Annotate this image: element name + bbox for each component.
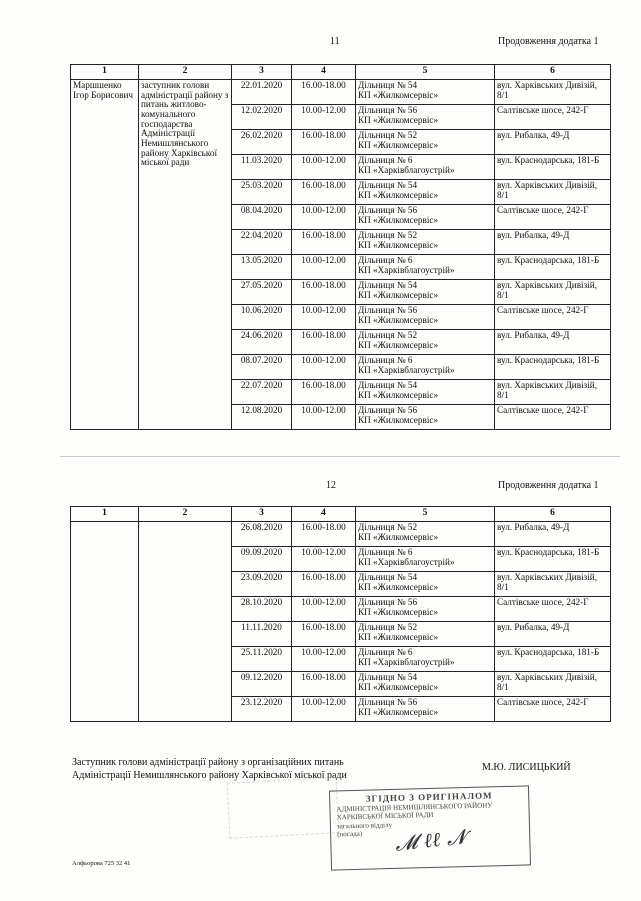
time-cell [292, 304, 356, 329]
date-cell [232, 354, 292, 379]
time-text: 10.00-12.00 [301, 154, 346, 165]
time-cell [292, 671, 356, 696]
district-text: Дільниця № 52 [358, 229, 418, 240]
district-text: Дільниця № 56 [358, 104, 418, 115]
organization-line [358, 366, 492, 376]
organization-text: КП «Харківблагоустрій» [358, 364, 455, 375]
address-cell [495, 521, 611, 546]
district-text: Дільниця № 6 [358, 646, 413, 657]
organization-line [358, 116, 492, 126]
district-text: Дільниця № 54 [358, 379, 418, 390]
stamp-title: ЗГІДНО З ОРИГІНАЛОМ [365, 790, 493, 804]
time-text: 16.00-18.00 [301, 279, 346, 290]
column-header-1: 1 [71, 507, 139, 522]
time-cell [292, 129, 356, 154]
date-cell [232, 521, 292, 546]
organization-text: КП «Жилкомсервіс» [358, 189, 439, 200]
district-text: Дільниця № 6 [358, 354, 413, 365]
date-cell [232, 279, 292, 304]
organization-line [358, 216, 492, 226]
location-block [358, 356, 492, 375]
time-text: 16.00-18.00 [301, 671, 346, 682]
faded-stamp [227, 777, 340, 839]
organization-line [358, 683, 492, 693]
location-block [358, 281, 492, 300]
district-text: Дільниця № 56 [358, 404, 418, 415]
location-block [358, 306, 492, 325]
time-text: 10.00-12.00 [301, 104, 346, 115]
location-cell [356, 229, 495, 254]
organization-line [358, 166, 492, 176]
district-text: Дільниця № 56 [358, 596, 418, 607]
location-cell [356, 404, 495, 429]
location-block [358, 81, 492, 100]
author-contact: Алфьорова 725 32 41 [72, 860, 131, 867]
location-cell [356, 204, 495, 229]
address-cell [495, 204, 611, 229]
date-cell [232, 304, 292, 329]
time-text: 10.00-12.00 [301, 304, 346, 315]
continuation-label: Продовження додатка 1 [498, 36, 599, 47]
date-text: 12.08.2020 [240, 404, 283, 415]
organization-text: КП «Жилкомсервіс» [358, 114, 439, 125]
date-cell [232, 129, 292, 154]
date-cell [232, 596, 292, 621]
organization-text: КП «Харківблагоустрій» [358, 164, 455, 175]
location-cell [356, 571, 495, 596]
position-cell: заступник голови адміністрації району з питань житлово-комунального господарства Адміністрації Немишлянського району Харківської міської ради [139, 79, 232, 429]
column-header-4: 4 [292, 65, 356, 80]
date-cell [232, 646, 292, 671]
organization-line [358, 316, 492, 326]
date-text: 23.09.2020 [240, 571, 283, 582]
organization-line [358, 291, 492, 301]
handwritten-signature: 𝓜 ℓℓ 𝓝 [393, 824, 467, 856]
time-text: 10.00-12.00 [301, 354, 346, 365]
time-text: 10.00-12.00 [301, 646, 346, 657]
address-text: вул. Краснодарська, 181-Б [497, 646, 600, 657]
time-text: 16.00-18.00 [301, 329, 346, 340]
date-cell [232, 671, 292, 696]
stamp-line-4: (посада) [337, 829, 363, 839]
district-text: Дільниця № 56 [358, 304, 418, 315]
date-text: 24.06.2020 [240, 329, 283, 340]
location-block [358, 106, 492, 125]
organization-line [358, 633, 492, 643]
address-text: вул. Краснодарська, 181-Б [497, 154, 600, 165]
date-text: 11.03.2020 [240, 154, 282, 165]
header-row [71, 507, 611, 522]
organization-text: КП «Харківблагоустрій» [358, 656, 455, 667]
position-cell [139, 521, 232, 721]
date-cell [232, 79, 292, 104]
column-header-6: 6 [495, 65, 611, 80]
address-text: Салтівське шосе, 242-Г [497, 104, 589, 115]
footer-line-2: Адміністрації Немишлянського району Харківської міської ради [72, 770, 347, 781]
date-cell [232, 179, 292, 204]
address-text: вул. Харківських Дивізій, 8/1 [497, 279, 598, 300]
date-text: 10.06.2020 [240, 304, 283, 315]
date-cell [232, 329, 292, 354]
location-cell [356, 671, 495, 696]
organization-text: КП «Жилкомсервіс» [358, 531, 439, 542]
date-text: 22.01.2020 [240, 79, 283, 90]
header-row [71, 65, 611, 80]
location-cell [356, 596, 495, 621]
address-text: вул. Рибалка, 49-Д [497, 329, 570, 340]
time-text: 10.00-12.00 [301, 546, 346, 557]
district-text: Дільниця № 6 [358, 546, 413, 557]
location-cell [356, 621, 495, 646]
page-divider [60, 456, 620, 457]
location-cell [356, 354, 495, 379]
organization-line [358, 708, 492, 718]
column-header-1: 1 [71, 65, 139, 80]
address-text: вул. Харківських Дивізій, 8/1 [497, 671, 598, 692]
date-text: 22.04.2020 [240, 229, 283, 240]
location-cell [356, 379, 495, 404]
address-text: вул. Краснодарська, 181-Б [497, 354, 600, 365]
time-text: 16.00-18.00 [301, 79, 346, 90]
location-block [358, 131, 492, 150]
location-cell [356, 521, 495, 546]
column-header-5: 5 [356, 65, 495, 80]
district-text: Дільниця № 54 [358, 571, 418, 582]
address-cell [495, 104, 611, 129]
date-cell [232, 404, 292, 429]
location-block [358, 406, 492, 425]
organization-line [358, 391, 492, 401]
organization-line [358, 191, 492, 201]
time-cell [292, 546, 356, 571]
time-cell [292, 521, 356, 546]
district-text: Дільниця № 56 [358, 696, 418, 707]
address-cell [495, 304, 611, 329]
district-text: Дільниця № 6 [358, 254, 413, 265]
date-text: 22.07.2020 [240, 379, 283, 390]
time-cell [292, 329, 356, 354]
date-text: 28.10.2020 [240, 596, 283, 607]
time-cell [292, 229, 356, 254]
district-text: Дільниця № 54 [358, 79, 418, 90]
organization-text: КП «Жилкомсервіс» [358, 314, 439, 325]
time-text: 16.00-18.00 [301, 621, 346, 632]
time-text: 16.00-18.00 [301, 379, 346, 390]
organization-line [358, 266, 492, 276]
organization-line [358, 583, 492, 593]
organization-text: КП «Жилкомсервіс» [358, 89, 439, 100]
column-header-5: 5 [356, 507, 495, 522]
location-block [358, 673, 492, 692]
district-text: Дільниця № 6 [358, 154, 413, 165]
time-text: 10.00-12.00 [301, 404, 346, 415]
district-text: Дільниця № 54 [358, 179, 418, 190]
organization-text: КП «Харківблагоустрій» [358, 264, 455, 275]
column-header-2: 2 [139, 507, 232, 522]
time-cell [292, 354, 356, 379]
date-cell [232, 229, 292, 254]
date-text: 27.05.2020 [240, 279, 283, 290]
date-cell [232, 254, 292, 279]
location-block [358, 181, 492, 200]
organization-text: КП «Жилкомсервіс» [358, 214, 439, 225]
district-text: Дільниця № 52 [358, 621, 418, 632]
stamp-line-1: АДМІНІСТРАЦІЯ НЕМИШЛЯНСЬКОГО РАЙОНУ [336, 801, 493, 814]
organization-text: КП «Жилкомсервіс» [358, 139, 439, 150]
table-row [71, 79, 611, 104]
organization-line [358, 341, 492, 351]
stamp-line-2: ХАРКІВСЬКОЇ МІСЬКОЇ РАДИ [336, 811, 434, 822]
location-block [358, 231, 492, 250]
address-cell [495, 329, 611, 354]
district-text: Дільниця № 54 [358, 279, 418, 290]
address-cell [495, 279, 611, 304]
location-block [358, 573, 492, 592]
time-text: 16.00-18.00 [301, 521, 346, 532]
organization-text: КП «Жилкомсервіс» [358, 631, 439, 642]
address-text: Салтівське шосе, 242-Г [497, 696, 589, 707]
stamp-line-3: загального відділу [336, 820, 393, 831]
organization-text: КП «Харківблагоустрій» [358, 556, 455, 567]
address-text: вул. Краснодарська, 181-Б [497, 254, 600, 265]
organization-line [358, 608, 492, 618]
location-block [358, 623, 492, 642]
person-name-cell: Маршшенко Ігор Борисович [71, 79, 139, 429]
district-text: Дільниця № 52 [358, 329, 418, 340]
time-text: 10.00-12.00 [301, 204, 346, 215]
organization-text: КП «Жилкомсервіс» [358, 606, 439, 617]
time-text: 16.00-18.00 [301, 229, 346, 240]
address-cell [495, 671, 611, 696]
address-text: вул. Рибалка, 49-Д [497, 521, 570, 532]
location-cell [356, 696, 495, 721]
organization-text: КП «Жилкомсервіс» [358, 289, 439, 300]
time-cell [292, 404, 356, 429]
column-header-4: 4 [292, 507, 356, 522]
date-text: 23.12.2020 [240, 696, 283, 707]
date-cell [232, 696, 292, 721]
time-cell [292, 571, 356, 596]
time-cell [292, 596, 356, 621]
date-text: 26.08.2020 [240, 521, 283, 532]
organization-line [358, 91, 492, 101]
time-cell [292, 696, 356, 721]
location-block [358, 598, 492, 617]
address-cell [495, 179, 611, 204]
location-block [358, 156, 492, 175]
signer-name: М.Ю. ЛИСИЦЬКИЙ [482, 762, 571, 773]
address-text: вул. Харківських Дивізій, 8/1 [497, 571, 598, 592]
organization-text: КП «Жилкомсервіс» [358, 414, 439, 425]
location-cell [356, 79, 495, 104]
time-cell [292, 204, 356, 229]
address-text: вул. Харківських Дивізій, 8/1 [497, 179, 598, 200]
time-cell [292, 79, 356, 104]
time-cell [292, 179, 356, 204]
organization-line [358, 658, 492, 668]
address-cell [495, 571, 611, 596]
date-cell [232, 621, 292, 646]
address-cell [495, 596, 611, 621]
organization-line [358, 241, 492, 251]
location-cell [356, 104, 495, 129]
footer-line-1: Заступник голови адміністрації району з організаційних питань [72, 757, 344, 768]
time-cell [292, 104, 356, 129]
page-number: 11 [330, 36, 340, 47]
date-text: 25.11.2020 [240, 646, 282, 657]
address-text: вул. Рибалка, 49-Д [497, 229, 570, 240]
time-text: 10.00-12.00 [301, 596, 346, 607]
address-text: вул. Харківських Дивізій, 8/1 [497, 379, 598, 400]
location-cell [356, 279, 495, 304]
location-cell [356, 329, 495, 354]
time-text: 16.00-18.00 [301, 179, 346, 190]
location-block [358, 523, 492, 542]
date-text: 09.09.2020 [240, 546, 283, 557]
time-cell [292, 379, 356, 404]
date-cell [232, 546, 292, 571]
date-text: 11.11.2020 [241, 621, 282, 632]
location-cell [356, 179, 495, 204]
organization-line [358, 416, 492, 426]
person-name-cell [71, 521, 139, 721]
address-cell [495, 354, 611, 379]
time-cell [292, 279, 356, 304]
location-block [358, 381, 492, 400]
organization-text: КП «Жилкомсервіс» [358, 581, 439, 592]
schedule-table-page-11 [70, 64, 611, 430]
column-header-2: 2 [139, 65, 232, 80]
address-text: вул. Рибалка, 49-Д [497, 129, 570, 140]
table-row [71, 521, 611, 546]
time-cell [292, 154, 356, 179]
organization-text: КП «Жилкомсервіс» [358, 389, 439, 400]
location-block [358, 648, 492, 667]
address-cell [495, 379, 611, 404]
address-cell [495, 154, 611, 179]
time-text: 10.00-12.00 [301, 254, 346, 265]
address-text: Салтівське шосе, 242-Г [497, 404, 589, 415]
time-text: 10.00-12.00 [301, 696, 346, 707]
address-cell [495, 229, 611, 254]
address-text: Салтівське шосе, 242-Г [497, 596, 589, 607]
location-cell [356, 304, 495, 329]
address-cell [495, 546, 611, 571]
location-block [358, 698, 492, 717]
address-text: Салтівське шосе, 242-Г [497, 304, 589, 315]
location-cell [356, 646, 495, 671]
continuation-label: Продовження додатка 1 [498, 480, 599, 491]
organization-text: КП «Жилкомсервіс» [358, 239, 439, 250]
location-block [358, 548, 492, 567]
time-text: 16.00-18.00 [301, 571, 346, 582]
district-text: Дільниця № 52 [358, 521, 418, 532]
organization-text: КП «Жилкомсервіс» [358, 706, 439, 717]
date-text: 12.02.2020 [240, 104, 283, 115]
location-block [358, 206, 492, 225]
address-text: вул. Рибалка, 49-Д [497, 621, 570, 632]
address-cell [495, 404, 611, 429]
address-cell [495, 129, 611, 154]
date-cell [232, 571, 292, 596]
date-text: 25.03.2020 [240, 179, 283, 190]
organization-line [358, 533, 492, 543]
location-cell [356, 129, 495, 154]
page-number: 12 [326, 480, 336, 491]
date-text: 08.04.2020 [240, 204, 283, 215]
location-block [358, 331, 492, 350]
date-cell [232, 204, 292, 229]
time-text: 16.00-18.00 [301, 129, 346, 140]
time-cell [292, 646, 356, 671]
address-cell [495, 79, 611, 104]
date-text: 08.07.2020 [240, 354, 283, 365]
location-cell [356, 154, 495, 179]
address-cell [495, 646, 611, 671]
time-cell [292, 254, 356, 279]
date-cell [232, 104, 292, 129]
column-header-3: 3 [232, 65, 292, 80]
organization-text: КП «Жилкомсервіс» [358, 339, 439, 350]
date-cell [232, 379, 292, 404]
address-cell [495, 696, 611, 721]
district-text: Дільниця № 56 [358, 204, 418, 215]
column-header-3: 3 [232, 507, 292, 522]
organization-line [358, 558, 492, 568]
address-cell [495, 621, 611, 646]
date-cell [232, 154, 292, 179]
organization-text: КП «Жилкомсервіс» [358, 681, 439, 692]
schedule-table-page-12 [70, 506, 611, 722]
address-text: Салтівське шосе, 242-Г [497, 204, 589, 215]
time-cell [292, 621, 356, 646]
location-cell [356, 254, 495, 279]
date-text: 26.02.2020 [240, 129, 283, 140]
date-text: 09.12.2020 [240, 671, 283, 682]
district-text: Дільниця № 52 [358, 129, 418, 140]
district-text: Дільниця № 54 [358, 671, 418, 682]
address-text: вул. Краснодарська, 181-Б [497, 546, 600, 557]
date-text: 13.05.2020 [240, 254, 283, 265]
organization-line [358, 141, 492, 151]
location-cell [356, 546, 495, 571]
address-cell [495, 254, 611, 279]
location-block [358, 256, 492, 275]
column-header-6: 6 [495, 507, 611, 522]
address-text: вул. Харківських Дивізій, 8/1 [497, 79, 598, 100]
